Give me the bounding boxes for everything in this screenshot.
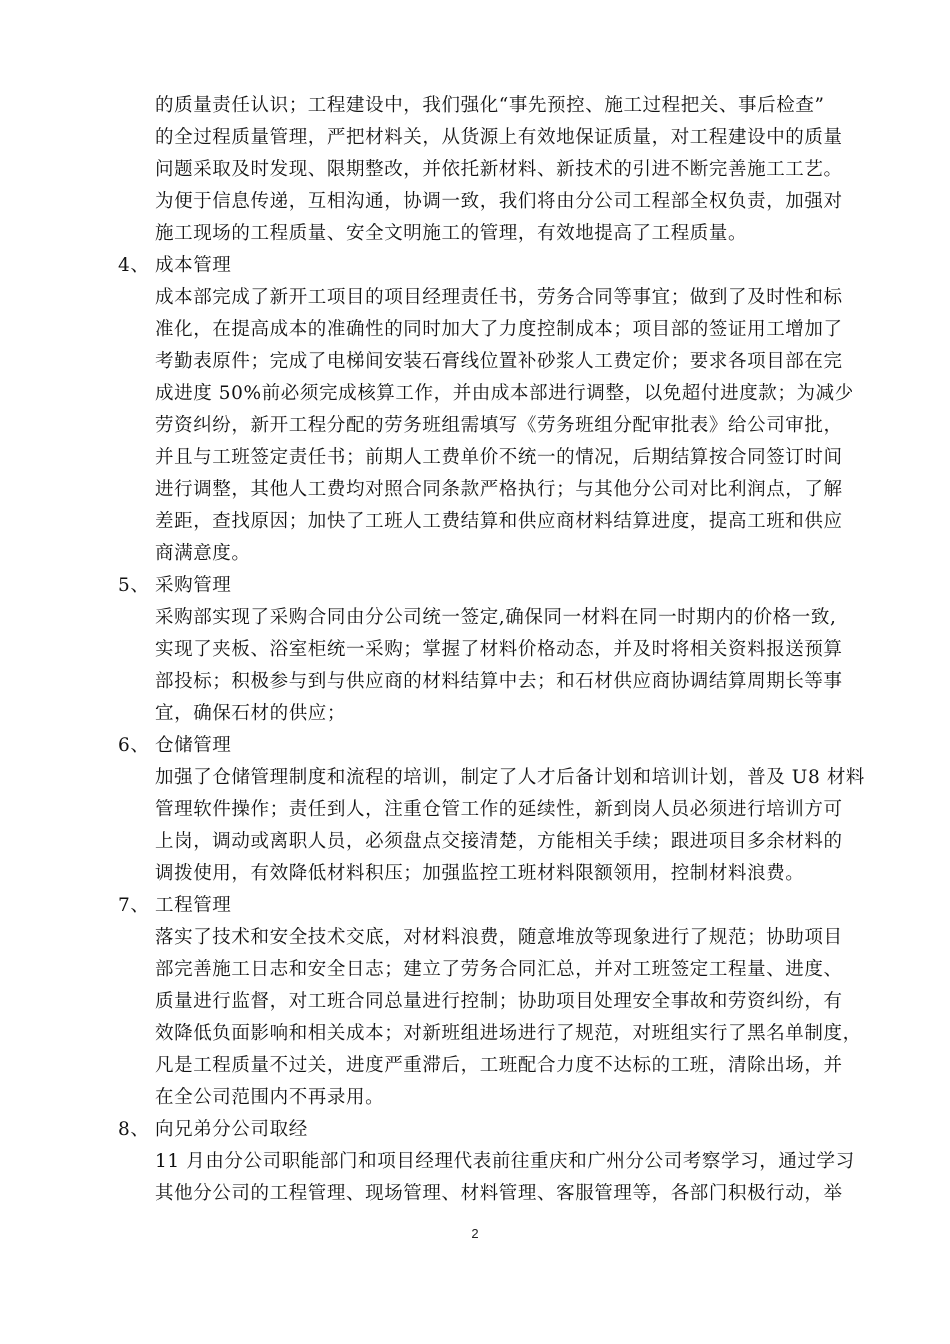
paragraph-line: 部完善施工日志和安全日志；建立了劳务合同汇总，并对工班签定工程量、进度、 [155, 959, 843, 980]
paragraph-line: 实现了夹板、浴室柜统一采购；掌握了材料价格动态，并及时将相关资料报送预算 [155, 639, 843, 660]
paragraph-line: 为便于信息传递，互相沟通，协调一致，我们将由分公司工程部全权负责，加强对 [155, 191, 843, 212]
paragraph-line: 加强了仓储管理制度和流程的培训，制定了人才后备计划和培训计划，普及 U8 材料 [155, 767, 866, 788]
paragraph-line: 并且与工班签定责任书；前期人工费单价不统一的情况，后期结算按合同签订时间 [155, 447, 843, 468]
paragraph-line: 采购部实现了采购合同由分公司统一签定,确保同一材料在同一时期内的价格一致, [155, 607, 837, 628]
paragraph-line: 差距，查找原因；加快了工班人工费结算和供应商材料结算进度，提高工班和供应 [155, 511, 843, 532]
paragraph-line: 凡是工程质量不过关，进度严重滞后，工班配合力度不达标的工班，清除出场，并 [155, 1055, 843, 1076]
paragraph-line: 劳资纠纷，新开工程分配的劳务班组需填写《劳务班组分配审批表》给公司审批， [155, 415, 843, 436]
section-number: 4、 [118, 255, 150, 276]
paragraph-line: 落实了技术和安全技术交底，对材料浪费，随意堆放等现象进行了规范；协助项目 [155, 927, 843, 948]
paragraph-line: 部投标；积极参与到与供应商的材料结算中去；和石材供应商协调结算周期长等事 [155, 671, 843, 692]
paragraph-line: 问题采取及时发现、限期整改，并依托新材料、新技术的引进不断完善施工工艺。 [155, 159, 843, 180]
section-title: 采购管理 [155, 575, 232, 596]
paragraph-line: 其他分公司的工程管理、现场管理、材料管理、客服管理等，各部门积极行动，举 [155, 1183, 843, 1204]
paragraph-line: 进行调整，其他人工费均对照合同条款严格执行；与其他分公司对比利润点，了解 [155, 479, 843, 500]
section-heading [118, 730, 231, 762]
section-title: 成本管理 [155, 255, 232, 276]
paragraph-line: 效降低负面影响和相关成本；对新班组进场进行了规范，对班组实行了黑名单制度， [155, 1023, 862, 1044]
section-title: 向兄弟分公司取经 [155, 1119, 308, 1140]
paragraph-line: 成本部完成了新开工项目的项目经理责任书，劳务合同等事宜；做到了及时性和标 [155, 287, 843, 308]
paragraph-line: 商满意度。 [155, 543, 251, 564]
section-number: 7、 [118, 895, 150, 916]
section-heading [118, 250, 231, 282]
paragraph-line: 管理软件操作；责任到人，注重仓管工作的延续性，新到岗人员必须进行培训方可 [155, 799, 843, 820]
paragraph-line: 准化，在提高成本的准确性的同时加大了力度控制成本；项目部的签证用工增加了 [155, 319, 843, 340]
paragraph-line: 的质量责任认识；工程建设中，我们强化“事先预控、施工过程把关、事后检查” [155, 95, 825, 116]
paragraph-line: 上岗，调动或离职人员，必须盘点交接清楚，方能相关手续；跟进项目多余材料的 [155, 831, 843, 852]
section-heading [118, 1114, 308, 1146]
section-heading [118, 890, 231, 922]
paragraph-line: 在全公司范围内不再录用。 [155, 1087, 385, 1108]
section-title: 工程管理 [155, 895, 232, 916]
paragraph-line: 调拨使用，有效降低材料积压；加强监控工班材料限额领用，控制材料浪费。 [155, 863, 805, 884]
section-number: 5、 [118, 575, 150, 596]
paragraph-line: 成进度 50%前必须完成核算工作，并由成本部进行调整，以免超付进度款；为减少 [155, 383, 854, 404]
paragraph-line: 质量进行监督，对工班合同总量进行控制；协助项目处理安全事故和劳资纠纷，有 [155, 991, 843, 1012]
paragraph-line: 的全过程质量管理，严把材料关，从货源上有效地保证质量，对工程建设中的质量 [155, 127, 843, 148]
paragraph-line: 考勤表原件；完成了电梯间安装石膏线位置补砂浆人工费定价；要求各项目部在完 [155, 351, 843, 372]
section-number: 6、 [118, 735, 150, 756]
page-number: 2 [471, 1226, 479, 1241]
paragraph-line: 宜，确保石材的供应； [155, 703, 347, 724]
section-heading [118, 570, 231, 602]
section-number: 8、 [118, 1119, 150, 1140]
paragraph-line: 施工现场的工程质量、安全文明施工的管理，有效地提高了工程质量。 [155, 223, 748, 244]
section-title: 仓储管理 [155, 735, 232, 756]
paragraph-line: 11 月由分公司职能部门和项目经理代表前往重庆和广州分公司考察学习，通过学习 [155, 1151, 855, 1172]
